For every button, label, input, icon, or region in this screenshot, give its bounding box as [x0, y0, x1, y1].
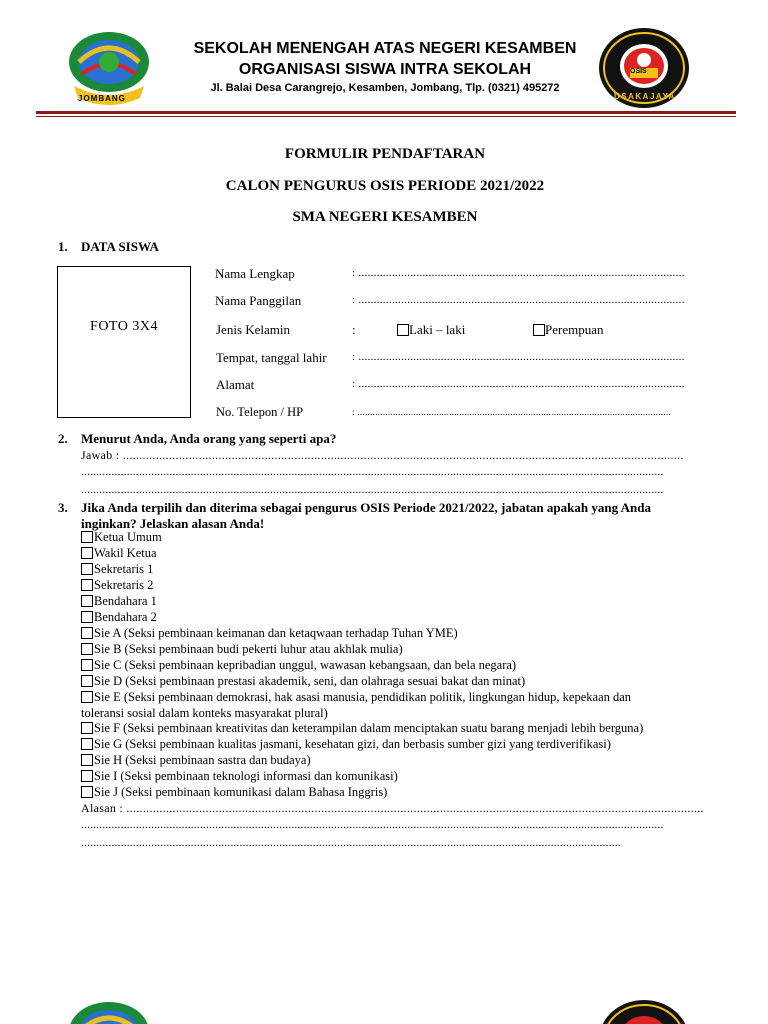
position-option[interactable]: [81, 546, 157, 561]
left-logo-caption: JOMBANG: [78, 94, 126, 103]
section2-number: 2.: [58, 431, 68, 446]
header-rule-thin: [36, 116, 736, 117]
position-option[interactable]: [81, 658, 516, 673]
position-option-label: Bendahara 2: [94, 610, 157, 624]
position-checkbox[interactable]: [81, 563, 93, 575]
position-checkbox[interactable]: [81, 675, 93, 687]
field-label-jenis-kelamin: Jenis Kelamin: [216, 322, 291, 337]
reason-line3[interactable]: .................................................................................................................................................................................: [81, 837, 621, 849]
position-checkbox[interactable]: [81, 643, 93, 655]
position-option[interactable]: [81, 785, 387, 800]
position-option-label: Sie B (Seksi pembinaan budi pekerti luhur atau akhlak mulia): [94, 642, 403, 656]
header-org-name: ORGANISASI SISWA INTRA SEKOLAH: [238, 61, 532, 78]
position-option[interactable]: [81, 753, 311, 768]
osis-logo-right-bottom-icon: [596, 998, 692, 1024]
field-label-nama-panggilan: Nama Panggilan: [215, 293, 302, 308]
position-option-label: Sie H (Seksi pembinaan sastra dan budaya): [94, 753, 311, 767]
position-checkbox[interactable]: [81, 611, 93, 623]
position-option-label: Sie F (Seksi pembinaan kreativitas dan keterampilan dalam menciptakan suatu barang menjadi lebih berguna): [94, 721, 644, 735]
gender-option-female[interactable]: [533, 322, 603, 338]
position-option-label: Sekretaris 1: [94, 562, 154, 576]
gender-male-checkbox[interactable]: [397, 324, 409, 336]
field-label-nama-lengkap: Nama Lengkap: [215, 266, 295, 281]
position-option[interactable]: [81, 690, 631, 705]
section2-answer-line1[interactable]: Jawab : ..........................................................................................................................................................................: [81, 448, 684, 462]
section1-number: 1.: [58, 239, 68, 254]
field-label-alamat: Alamat: [216, 377, 255, 392]
field-input-alamat[interactable]: : ...........................................................................................................: [352, 378, 685, 390]
position-option[interactable]: [81, 578, 153, 593]
section1-heading: DATA SISWA: [81, 239, 159, 254]
field-colon-jenis-kelamin: :: [352, 322, 356, 337]
gender-option-male[interactable]: [397, 322, 465, 338]
section2-answer-line2[interactable]: ...............................................................................................................................................................................................: [81, 466, 664, 478]
position-option[interactable]: [81, 626, 458, 641]
form-subtitle: CALON PENGURUS OSIS PERIODE 2021/2022: [225, 178, 545, 194]
position-option-label: Sie J (Seksi pembinaan komunikasi dalam Bahasa Inggris): [94, 785, 388, 799]
position-option[interactable]: [81, 769, 398, 784]
position-checkbox[interactable]: [81, 627, 93, 639]
field-label-telepon: No. Telepon / HP: [216, 405, 304, 419]
position-option-label: Sie A (Seksi pembinaan keimanan dan ketaqwaan terhadap Tuhan YME): [94, 626, 458, 640]
position-option[interactable]: [81, 721, 643, 736]
right-logo-caption: USAKAJAYA: [614, 92, 676, 101]
header-rule-thick: [36, 111, 736, 114]
photo-box: [57, 266, 191, 418]
position-option-label: Sie C (Seksi pembinaan kepribadian unggul, wawasan kebangsaan, dan bela negara): [94, 658, 517, 672]
position-option[interactable]: [81, 610, 157, 625]
reason-line2[interactable]: ...............................................................................................................................................................................................: [81, 819, 664, 831]
field-input-nama-panggilan[interactable]: : ...........................................................................................................: [352, 294, 685, 306]
field-label-ttl: Tempat, tanggal lahir: [216, 350, 327, 365]
position-checkbox[interactable]: [81, 738, 93, 750]
section3-question-line2: inginkan? Jelaskan alasan Anda!: [81, 516, 265, 531]
position-option-label: Sekretaris 2: [94, 578, 154, 592]
position-option[interactable]: [81, 594, 157, 609]
header-school-name: SEKOLAH MENENGAH ATAS NEGERI KESAMBEN: [193, 40, 577, 57]
right-logo-osis-text: OSIS: [630, 68, 647, 75]
position-checkbox[interactable]: [81, 595, 93, 607]
position-checkbox[interactable]: [81, 786, 93, 798]
position-option[interactable]: [81, 642, 403, 657]
gender-female-label: Perempuan: [545, 322, 604, 337]
position-checkbox[interactable]: [81, 579, 93, 591]
position-option-label: Sie I (Seksi pembinaan teknologi informasi dan komunikasi): [94, 769, 398, 783]
position-checkbox[interactable]: [81, 659, 93, 671]
section3-number: 3.: [58, 500, 68, 515]
sie-e-continuation: toleransi sosial dalam konteks masyarakat plural): [81, 706, 328, 720]
position-checkbox[interactable]: [81, 531, 93, 543]
position-option[interactable]: [81, 530, 162, 545]
position-checkbox[interactable]: [81, 547, 93, 559]
position-option-label: Sie D (Seksi pembinaan prestasi akademik, seni, dan olahraga sesuai bakat dan minat): [94, 674, 526, 688]
gender-female-checkbox[interactable]: [533, 324, 545, 336]
position-checkbox[interactable]: [81, 722, 93, 734]
school-logo-left-bottom-icon: [60, 994, 158, 1024]
section3-question-line1: Jika Anda terpilih dan diterima sebagai pengurus OSIS Periode 2021/2022, jabatan apakah yang Anda: [81, 500, 651, 515]
field-input-ttl[interactable]: : ...........................................................................................................: [352, 351, 685, 363]
position-checkbox[interactable]: [81, 691, 93, 703]
field-input-telepon[interactable]: : ...........................................................................................................................: [352, 407, 671, 417]
position-option-label: Wakil Ketua: [94, 546, 157, 560]
header-address: Jl. Balai Desa Carangrejo, Kesamben, Jombang, Tlp. (0321) 495272: [210, 82, 560, 94]
photo-label: FOTO 3X4: [90, 319, 158, 334]
form-school: SMA NEGERI KESAMBEN: [292, 209, 478, 225]
form-title: FORMULIR PENDAFTARAN: [284, 146, 486, 162]
position-option-label: Sie E (Seksi pembinaan demokrasi, hak asasi manusia, pendidikan politik, lingkungan hidup, kepekaan dan: [94, 690, 632, 704]
section2-question: Menurut Anda, Anda orang yang seperti apa?: [81, 431, 337, 446]
position-checkbox[interactable]: [81, 770, 93, 782]
position-option[interactable]: [81, 674, 525, 689]
position-option-label: Ketua Umum: [94, 530, 162, 544]
gender-male-label: Laki – laki: [409, 322, 466, 337]
position-option-label: Bendahara 1: [94, 594, 157, 608]
reason-line1[interactable]: Alasan : ...............................................................................................................................................................................: [81, 801, 704, 815]
section2-answer-line3[interactable]: ...............................................................................................................................................................................................: [81, 484, 664, 496]
position-option[interactable]: [81, 737, 611, 752]
position-option-label: Sie G (Seksi pembinaan kualitas jasmani, kesehatan gizi, dan berbasis sumber gizi yang terdiverifikasi): [94, 737, 611, 751]
field-input-nama-lengkap[interactable]: : ...........................................................................................................: [352, 267, 685, 279]
position-checkbox[interactable]: [81, 754, 93, 766]
position-option[interactable]: [81, 562, 153, 577]
